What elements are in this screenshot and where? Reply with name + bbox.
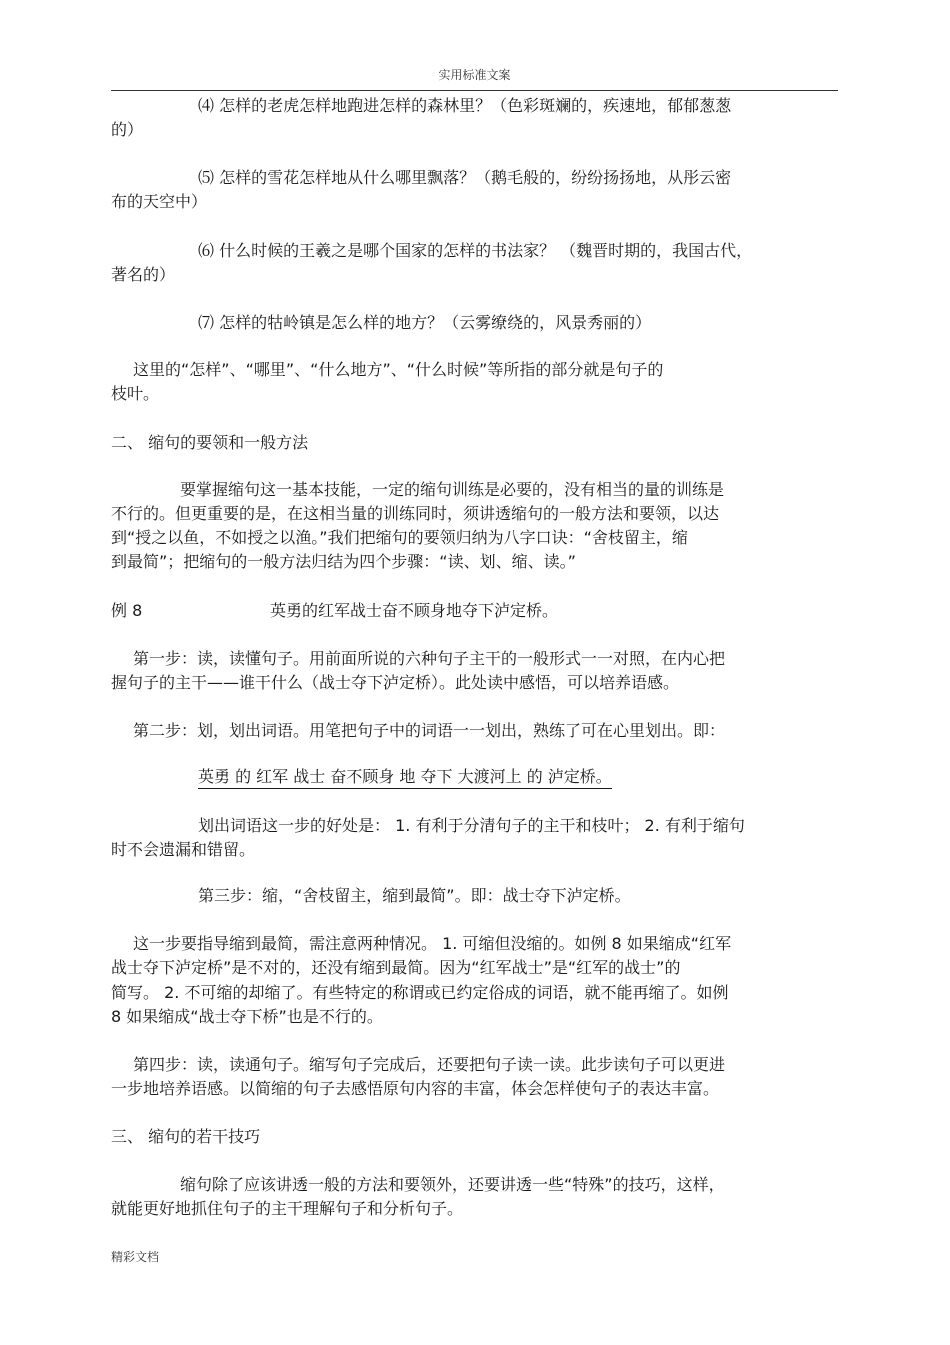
step-3-note-line-1: 这一步要指导缩到最简，需注意两种情况。 1. 可缩但没缩的。如例 8 如果缩成“红军 (133, 934, 732, 953)
step-4-line-1: 第四步：读，读通句子。缩写句子完成后，还要把句子读一读。此步读句子可以更进 (133, 1055, 726, 1074)
page-footer: 精彩文档 (111, 1250, 160, 1264)
paragraph-method-line-3: 到“授之以鱼，不如授之以渔。”我们把缩句的要领归纳为八字口诀：“舍枝留主，缩 (111, 528, 688, 547)
paragraph-branches-line-1: 这里的“怎样”、“哪里”、“什么地方”、“什么时候”等所指的部分就是句子的 (133, 360, 664, 379)
step-2-benefit-line-2: 时不会遗漏和错留。 (111, 840, 256, 859)
section-heading-2: 二、 缩句的要领和一般方法 (111, 433, 309, 452)
example-8-label: 例 8 (111, 601, 143, 620)
example-4-line-1: ⑷ 怎样的老虎怎样地跑进怎样的森林里？（色彩斑斓的，疾速地，郁郁葱葱 (198, 96, 732, 115)
example-8-sentence: 英勇的红军战士奋不顾身地夺下泸定桥。 (270, 601, 559, 620)
step-3-note-line-3: 简写。 2. 不可缩的却缩了。有些特定的称谓或已约定俗成的词语，就不能再缩了。如例 (111, 983, 729, 1002)
step-1-line-1: 第一步：读，读懂句子。用前面所说的六种句子主干的一般形式一一对照，在内心把 (133, 649, 726, 668)
paragraph-method-line-1: 要掌握缩句这一基本技能，一定的缩句训练是必要的，没有相当的量的训练是 (180, 480, 725, 499)
example-5-line-1: ⑸ 怎样的雪花怎样地从什么哪里飘落？（鹅毛般的，纷纷扬扬地，从彤云密 (198, 168, 732, 187)
step-2-line: 第二步：划，划出词语。用笔把句子中的词语一一划出，熟练了可在心里划出。即： (133, 721, 726, 740)
header-divider (111, 90, 838, 91)
paragraph-method-line-2: 不行的。但更重要的是，在这相当量的训练同时，须讲透缩句的一般方法和要领，以达 (111, 504, 720, 523)
paragraph-techniques-line-1: 缩句除了应该讲透一般的方法和要领外，还要讲透一些“特殊”的技巧，这样， (180, 1175, 725, 1194)
example-7-line: ⑺ 怎样的牯岭镇是怎么样的地方？（云雾缭绕的，风景秀丽的） (198, 313, 652, 332)
step-2-divided-words: 英勇 的 红军 战士 奋不顾身 地 夺下 大渡河上 的 泸定桥。 (198, 767, 612, 789)
step-3-note-line-4: 8 如果缩成“战士夺下桥”也是不行的。 (111, 1007, 383, 1026)
example-4-line-2: 的） (111, 120, 144, 139)
paragraph-method-line-4: 到最简”；把缩句的一般方法归结为四个步骤：“读、划、缩、读。” (111, 552, 576, 571)
step-2-benefit-line-1: 划出词语这一步的好处是： 1. 有利于分清句子的主干和枝叶； 2. 有利于缩句 (198, 816, 745, 835)
example-5-line-2: 布的天空中） (111, 192, 208, 211)
paragraph-techniques-line-2: 就能更好地抓住句子的主干理解句子和分析句子。 (111, 1199, 464, 1218)
step-1-line-2: 握句子的主干——谁干什么（战士夺下泸定桥）。此处读中感悟，可以培养语感。 (111, 673, 680, 692)
page-header: 实用标准文案 (438, 68, 511, 82)
paragraph-branches-line-2: 枝叶。 (111, 384, 160, 403)
example-6-line-2: 著名的） (111, 265, 176, 284)
example-6-line-1: ⑹ 什么时候的王羲之是哪个国家的怎样的书法家？ （魏晋时期的，我国古代， (198, 241, 753, 260)
step-4-line-2: 一步地培养语感。以简缩的句子去感悟原句内容的丰富，体会怎样使句子的表达丰富。 (111, 1079, 720, 1098)
section-heading-3: 三、 缩句的若干技巧 (111, 1127, 261, 1146)
step-3-note-line-2: 战士夺下泸定桥”是不对的，还没有缩到最简。因为“红军战士”是“红军的战士”的 (111, 958, 681, 977)
step-3-line: 第三步：缩，“舍枝留主，缩到最简”。即：战士夺下泸定桥。 (198, 886, 631, 905)
